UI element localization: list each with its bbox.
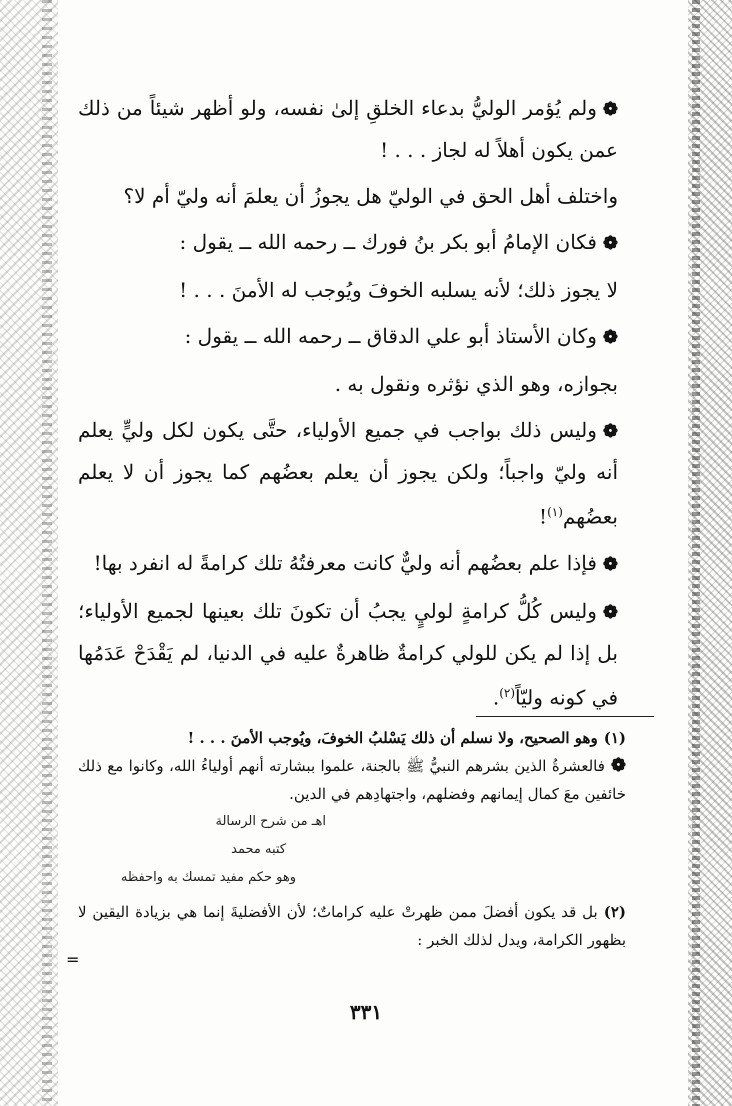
star-ornament-icon: ❁ [610,755,626,776]
paragraph: بجوازه، وهو الذي نؤثره ونقول به . [334,372,618,396]
star-ornament-icon: ❁ [602,99,618,120]
decorative-border-right [688,0,732,1106]
page-number: ٣٣١ [349,1000,383,1024]
footnotes [78,724,626,954]
main-text [78,88,618,723]
paragraph: ❁وليس كُلُّ كرامةٍ لوليٍ يجبُ أن تكونَ تلك بعينها لجميع الأولياء؛ بل إذا لم يكن للولي كرامةٌ ظاهرةٌ عليه في الدنيا، لم يَقْدَحْ عَدَمُها في كونه وليّاً$^{(٢)}$. [78,598,618,710]
handwritten-note: وهو حكم مفيد تمسك به واحفظه [120,870,296,885]
decorative-border-left [0,0,58,1106]
footnote-2: (٢)بل قد يكون أفضلَ ممن ظهرتْ عليه كراماتٌ؛ لأن الأفضليةَ إنما هي بزيادة اليقين لا بظهور الكرامة، ويدل لذلك الخبر : [78,903,626,949]
footnote-1: (١)وهو الصحيح، ولا نسلم أن ذلك يَسْلبُ الخوفَ، ويُوجب الأمنَ . . . ! [187,729,626,747]
star-ornament-icon: ❁ [602,601,618,623]
star-ornament-icon: ❁ [602,327,618,348]
paragraph: لا يجوز ذلك؛ لأنه يسلبه الخوفَ ويُوجب له الأمنَ . . . ! [179,278,618,302]
star-ornament-icon: ❁ [602,553,618,575]
paragraph: ❁فكان الإمامُ أبو بكر بنُ فورك ــ رحمه الله ــ يقول : [179,230,618,254]
footnote-reference[interactable]: (١) [547,505,563,519]
paragraph: ❁فإذا علم بعضُهم أنه وليٌّ كانت معرفتُهُ تلك كرامةً له انفرد بها! [93,550,618,575]
star-ornament-icon: ❁ [602,233,618,254]
paragraph: واختلف أهل الحق في الوليّ هل يجوزُ أن يعلمَ أنه وليّ أم لا؟ [123,184,618,208]
handwritten-note: اهـ من شرح الرسالة [215,814,326,829]
handwritten-note: كتبه محمد [231,842,286,857]
footnote-reference[interactable]: (٢) [499,685,516,700]
paragraph: ❁وليس ذلك بواجب في جميع الأولياء، حتَّى يكون لكل وليٍّ يعلم أنه وليّ واجباً؛ ولكن يجوز أن يعلم بعضُهم كما يجوز أن لا يعلم بعضُهم$^{(١)}$! [78,418,618,529]
continuation-mark: = [66,950,80,969]
footnote-divider [476,716,654,717]
star-ornament-icon: ❁ [602,421,618,442]
paragraph: ❁ولم يُؤمر الوليُّ بدعاء الخلقِ إلىٰ نفسه، ولو أظهر شيئاً من ذلك عمن يكون أهلاً له لجاز . . . ! [78,96,618,162]
paragraph: ❁وكان الأستاذ أبو علي الدقاق ــ رحمه الله ــ يقول : [184,324,618,348]
footnote-1-comment: ❁فالعشرةُ الذين بشرهم النبيُّ ﷺ بالجنة، علموا ببشارته أنهم أولياءُ الله، وكانوا مع ذلك خائفين معَ كمال إيمانهم وفضلهم، واجتهادِهم في الدين. [78,755,626,803]
